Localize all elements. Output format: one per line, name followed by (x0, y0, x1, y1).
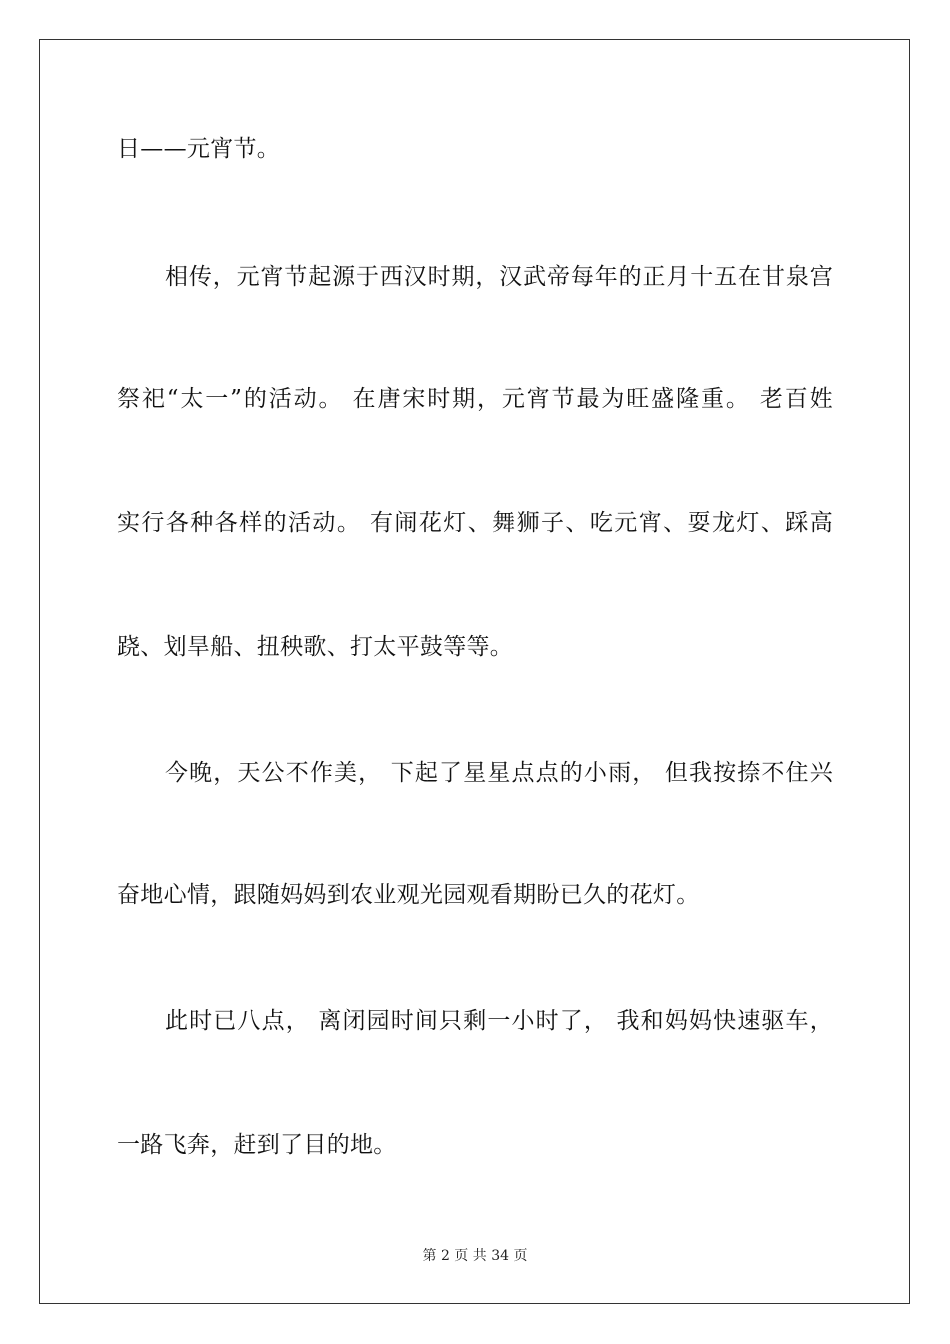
text-line: 日——元宵节。 (117, 136, 281, 162)
text-line: 跷、划旱船、扭秧歌、打太平鼓等等。 (117, 634, 514, 660)
text-line: 一路飞奔，赶到了目的地。 (117, 1132, 397, 1158)
page-border (39, 39, 910, 1304)
text-line: 奋地心情，跟随妈妈到农业观光园观看期盼已久的花灯。 (117, 882, 700, 908)
text-line: 相传，元宵节起源于西汉时期，汉武帝每年的正月十五在甘泉宫 (165, 264, 833, 290)
text-line: 祭祀“太一”的活动。 在唐宋时期，元宵节最为旺盛隆重。 老百姓 (117, 386, 833, 412)
text-line: 今晚，天公不作美， 下起了星星点点的小雨， 但我按捺不住兴 (165, 760, 833, 786)
page-number-footer: 第 2 页 共 34 页 (422, 1248, 528, 1264)
text-line: 此时已八点， 离闭园时间只剩一小时了， 我和妈妈快速驱车， (165, 1008, 833, 1034)
text-line: 实行各种各样的活动。 有闹花灯、舞狮子、吃元宵、耍龙灯、踩高 (117, 510, 833, 536)
